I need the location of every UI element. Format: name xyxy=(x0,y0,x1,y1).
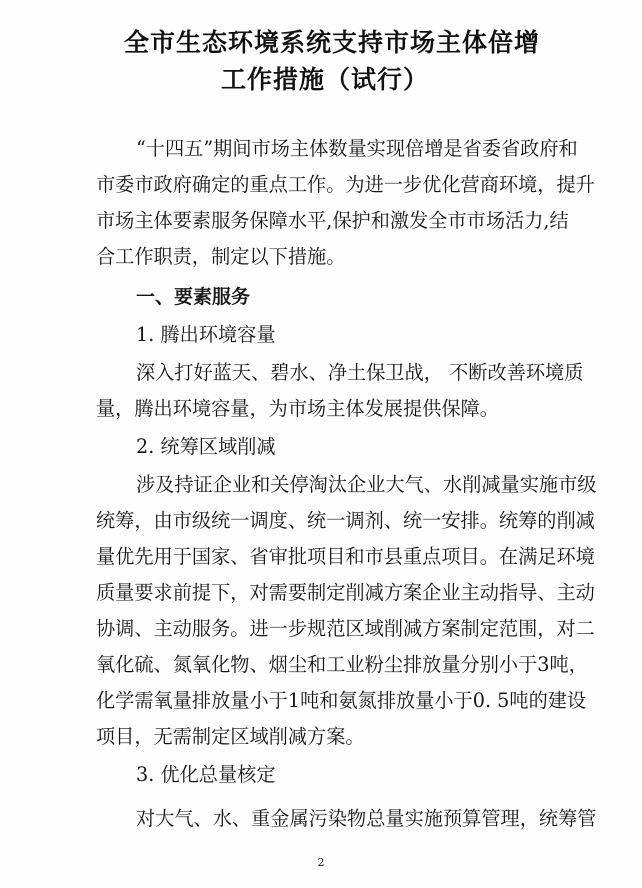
item-2-line-7: 化学需氧量排放量小于1吨和氨氮排放量小于0. 5吨的建设 xyxy=(96,689,587,712)
item-1-line-1: 深入打好蓝天、碧水、净土保卫战， 不断改善环境质 xyxy=(136,361,584,384)
item-1-heading: 1. 腾出环境容量 xyxy=(136,323,276,346)
document-title-line-2: 工作措施（试行） xyxy=(220,65,429,94)
item-2-line-1: 涉及持证企业和关停淘汰企业大气、水削减量实施市级 xyxy=(136,473,597,496)
page-number: 2 xyxy=(317,856,325,869)
intro-line-2: 市委市政府确定的重点工作。为进一步优化营商环境，提升 xyxy=(96,173,595,196)
item-2-line-4: 质量要求前提下，对需要制定削减方案企业主动指导、主动 xyxy=(96,581,595,604)
item-2-heading: 2. 统筹区域削减 xyxy=(136,435,276,458)
item-2-line-8: 项目，无需制定区域削减方案。 xyxy=(96,725,365,748)
item-2-line-3: 量优先用于国家、省审批项目和市县重点项目。在满足环境 xyxy=(96,545,595,568)
intro-line-3: 市场主体要素服务保障水平,保护和激发全市市场活力,结 xyxy=(96,209,569,232)
intro-line-4: 合工作职责，制定以下措施。 xyxy=(96,245,346,268)
item-2-line-5: 协调、主动服务。进一步规范区域削减方案制定范围，对二 xyxy=(96,617,595,640)
item-3-heading: 3. 优化总量核定 xyxy=(136,763,276,786)
item-1-line-2: 量，腾出环境容量，为市场主体发展提供保障。 xyxy=(96,397,499,420)
intro-line-1: “十四五”期间市场主体数量实现倍增是省委省政府和 xyxy=(136,137,578,160)
item-2-line-2: 统筹，由市级统一调度、统一调剂、统一安排。统筹的削减 xyxy=(96,509,595,532)
section-heading-factor-services: 一、要素服务 xyxy=(136,286,251,308)
document-title-line-1: 全市生态环境系统支持市场主体倍增 xyxy=(123,28,540,57)
item-3-line-1: 对大气、水、重金属污染物总量实施预算管理，统筹管 xyxy=(136,807,597,830)
item-2-line-6: 氧化硫、氮氧化物、烟尘和工业粉尘排放量分别小于3吨， xyxy=(96,653,588,676)
